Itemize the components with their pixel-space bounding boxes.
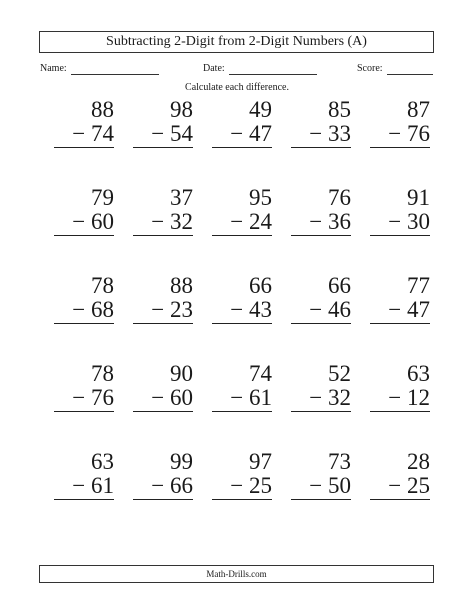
minuend: 78 — [91, 361, 114, 386]
minuend: 37 — [170, 185, 193, 210]
subtraction-problem — [54, 274, 114, 324]
subtrahend: − 61 — [212, 386, 272, 412]
minuend: 66 — [328, 273, 351, 298]
minuend: 98 — [170, 97, 193, 122]
subtrahend: − 25 — [370, 474, 430, 500]
subtraction-problem — [212, 274, 272, 324]
subtrahend: − 61 — [54, 474, 114, 500]
name-field — [40, 63, 159, 75]
minuend: 99 — [170, 449, 193, 474]
subtrahend: − 33 — [291, 122, 351, 148]
minuend: 88 — [91, 97, 114, 122]
subtrahend: − 32 — [291, 386, 351, 412]
subtraction-problem — [370, 186, 430, 236]
subtraction-problem — [54, 450, 114, 500]
score-label: Score: — [357, 63, 383, 74]
minuend: 87 — [407, 97, 430, 122]
subtraction-problem — [370, 274, 430, 324]
date-label: Date: — [203, 63, 225, 74]
subtraction-problem — [291, 186, 351, 236]
subtrahend: − 46 — [291, 298, 351, 324]
subtrahend: − 25 — [212, 474, 272, 500]
subtrahend: − 12 — [370, 386, 430, 412]
minuend: 66 — [249, 273, 272, 298]
footer-credit: Math-Drills.com — [39, 565, 434, 583]
minuend: 28 — [407, 449, 430, 474]
subtraction-problem — [212, 362, 272, 412]
subtraction-problem — [133, 274, 193, 324]
subtraction-problem — [133, 362, 193, 412]
subtraction-problem — [212, 186, 272, 236]
subtrahend: − 76 — [370, 122, 430, 148]
subtrahend: − 23 — [133, 298, 193, 324]
minuend: 73 — [328, 449, 351, 474]
subtraction-problem — [54, 362, 114, 412]
minuend: 63 — [91, 449, 114, 474]
subtrahend: − 74 — [54, 122, 114, 148]
subtraction-problem — [133, 186, 193, 236]
minuend: 97 — [249, 449, 272, 474]
score-field — [357, 63, 433, 75]
subtrahend: − 36 — [291, 210, 351, 236]
subtrahend: − 43 — [212, 298, 272, 324]
subtraction-problem — [54, 186, 114, 236]
minuend: 90 — [170, 361, 193, 386]
name-label: Name: — [40, 63, 67, 74]
minuend: 88 — [170, 273, 193, 298]
minuend: 78 — [91, 273, 114, 298]
subtraction-problem — [291, 450, 351, 500]
minuend: 91 — [407, 185, 430, 210]
subtraction-problem — [291, 362, 351, 412]
subtrahend: − 32 — [133, 210, 193, 236]
subtraction-problem — [133, 450, 193, 500]
subtraction-problem — [370, 450, 430, 500]
subtrahend: − 76 — [54, 386, 114, 412]
instructions: Calculate each difference. — [185, 82, 289, 93]
subtrahend: − 66 — [133, 474, 193, 500]
subtraction-problem — [291, 98, 351, 148]
subtraction-problem — [54, 98, 114, 148]
subtraction-problem — [370, 98, 430, 148]
subtrahend: − 60 — [54, 210, 114, 236]
subtrahend: − 47 — [370, 298, 430, 324]
minuend: 79 — [91, 185, 114, 210]
minuend: 52 — [328, 361, 351, 386]
minuend: 74 — [249, 361, 272, 386]
subtraction-problem — [291, 274, 351, 324]
score-blank-line[interactable] — [387, 64, 433, 75]
minuend: 95 — [249, 185, 272, 210]
subtraction-problem — [370, 362, 430, 412]
subtrahend: − 24 — [212, 210, 272, 236]
subtrahend: − 30 — [370, 210, 430, 236]
subtrahend: − 50 — [291, 474, 351, 500]
subtraction-problem — [212, 98, 272, 148]
minuend: 63 — [407, 361, 430, 386]
subtrahend: − 60 — [133, 386, 193, 412]
minuend: 85 — [328, 97, 351, 122]
minuend: 77 — [407, 273, 430, 298]
subtrahend: − 54 — [133, 122, 193, 148]
subtrahend: − 47 — [212, 122, 272, 148]
date-blank-line[interactable] — [229, 64, 317, 75]
minuend: 49 — [249, 97, 272, 122]
worksheet-title: Subtracting 2-Digit from 2-Digit Numbers (A) — [39, 31, 434, 53]
name-blank-line[interactable] — [71, 64, 159, 75]
minuend: 76 — [328, 185, 351, 210]
subtrahend: − 68 — [54, 298, 114, 324]
subtraction-problem — [212, 450, 272, 500]
subtraction-problem — [133, 98, 193, 148]
date-field — [203, 63, 317, 75]
